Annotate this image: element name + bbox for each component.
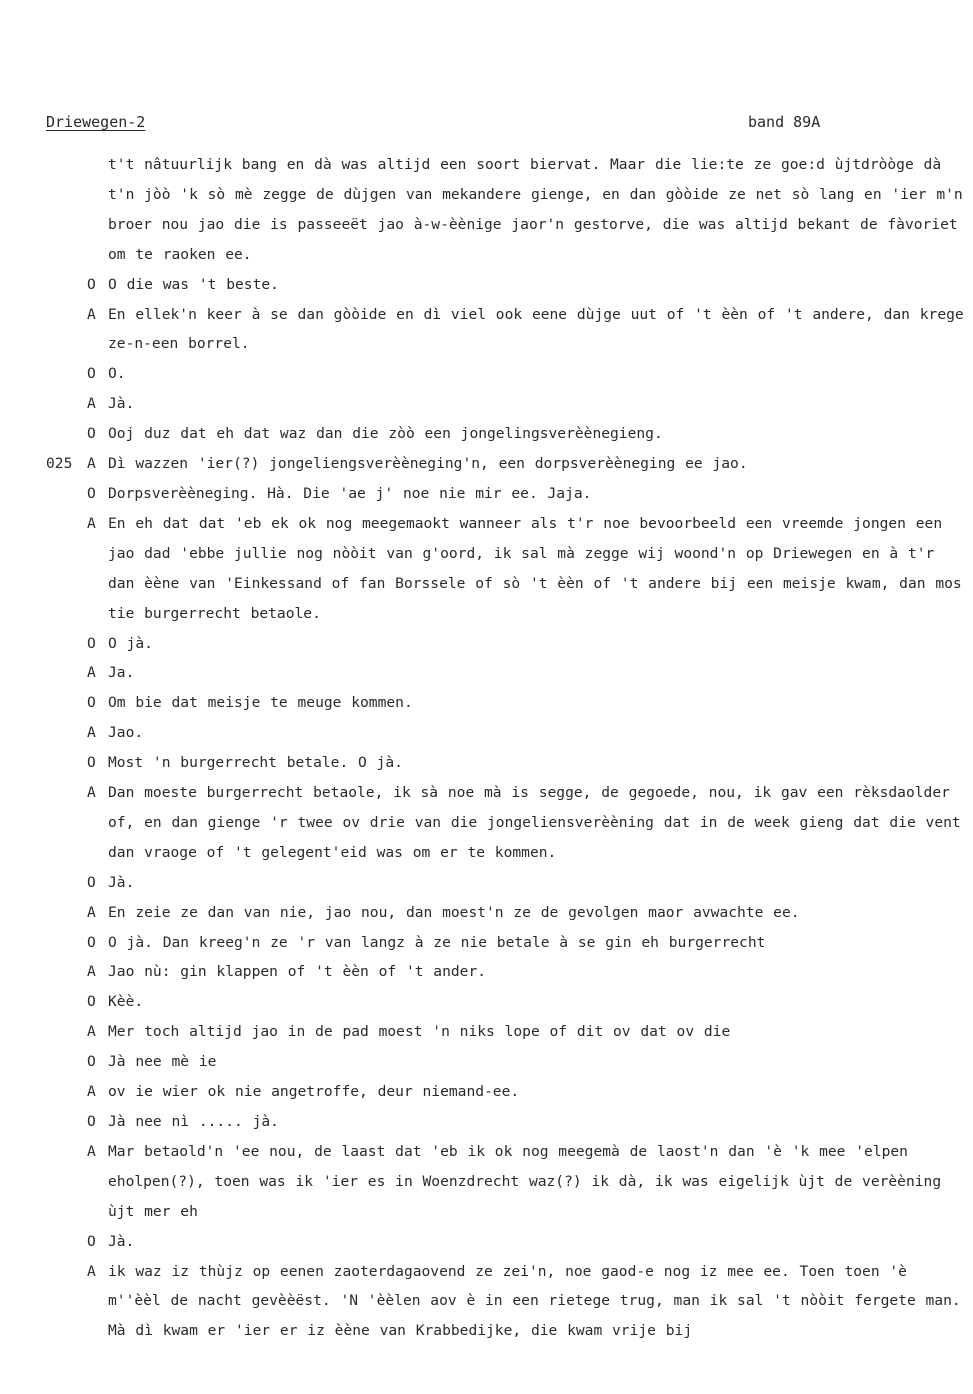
speaker-label: A bbox=[87, 395, 96, 413]
transcript-turn bbox=[46, 898, 966, 928]
turn-text: Dan moeste burgerrecht betaole, ik sà noe mà is segge, de gegoede, nou, ik gav een rèksdaolder of, en dan gienge 'r twee ov drie van die jongeliensverèèning dat in de week gieng dat die vent dan vraoge of 't gelegent'eid was om er te kommen. bbox=[108, 784, 961, 861]
transcript-turn bbox=[46, 658, 966, 688]
speaker-label: O bbox=[87, 993, 96, 1011]
turn-text: Jao nù: gin klappen of 't èèn of 't ander. bbox=[108, 963, 487, 981]
speaker-label: A bbox=[87, 664, 96, 682]
transcript-turn bbox=[46, 987, 966, 1017]
transcript-turn bbox=[46, 1077, 966, 1107]
turn-text: O jà. bbox=[108, 634, 153, 652]
speaker-label: A bbox=[87, 1023, 96, 1041]
transcript-body bbox=[46, 150, 966, 1346]
turn-text: t't nâtuurlijk bang en dà was altijd een soort biervat. Maar die lie:te ze goe:d ùjtdròòge dà t'n jòò 'k sò mè zegge de dùjgen van mekandere gienge, en dan gòòide ze net sò lang en 'ier m'n broer nou jao die is passeeët jao à-w-èènige jaor'n gestorve, die was altijd bekant de fàvoriet om te raoken ee. bbox=[108, 156, 963, 263]
speaker-label: A bbox=[87, 784, 96, 802]
speaker-label: O bbox=[87, 694, 96, 712]
turn-text: En ellek'n keer à se dan gòòide en dì viel ook eene dùjge uut of 't èèn of 't andere, dan krege ze-n-een borrel. bbox=[108, 305, 964, 353]
transcript-turn bbox=[46, 868, 966, 898]
transcript-turn bbox=[46, 1137, 966, 1227]
turn-text: Jà. bbox=[108, 1232, 135, 1250]
speaker-label: O bbox=[87, 634, 96, 652]
speaker-label: O bbox=[87, 484, 96, 502]
turn-text: Jà nee mè ie bbox=[108, 1053, 217, 1071]
line-number: 025 bbox=[46, 455, 73, 473]
transcript-turn bbox=[46, 718, 966, 748]
transcript-turn bbox=[46, 150, 966, 270]
turn-text: Mer toch altijd jao in de pad moest 'n niks lope of dit ov dat ov die bbox=[108, 1023, 731, 1041]
transcript-turn bbox=[46, 629, 966, 659]
transcript-turn bbox=[46, 1047, 966, 1077]
turn-text: Jà. bbox=[108, 873, 135, 891]
transcript-turn bbox=[46, 748, 966, 778]
speaker-label: O bbox=[87, 933, 96, 951]
transcript-turn bbox=[46, 688, 966, 718]
speaker-label: O bbox=[87, 425, 96, 443]
band-label: band 89A bbox=[748, 113, 821, 131]
turn-text: Mar betaold'n 'ee nou, de laast dat 'eb ik ok nog meegemà de laost'n dan 'è 'k mee 'elpen eholpen(?), toen was ik 'ier es in Woenzdrecht waz(?) ik dà, ik was eigelijk ùjt de verèèning ùjt mer eh bbox=[108, 1142, 942, 1220]
turn-text: Om bie dat meisje te meuge kommen. bbox=[108, 694, 413, 712]
turn-text: Dorpsverèèneging. Hà. Die 'ae j' noe nie mir ee. Jaja. bbox=[108, 484, 592, 502]
turn-text: Jao. bbox=[108, 724, 144, 742]
transcript-turn bbox=[46, 389, 966, 419]
speaker-label: A bbox=[87, 455, 96, 473]
transcript-turn bbox=[46, 1107, 966, 1137]
transcript-turn bbox=[46, 1017, 966, 1047]
turn-text: Ja. bbox=[108, 664, 135, 682]
turn-text: En zeie ze dan van nie, jao nou, dan moest'n ze de gevolgen maor avwachte ee. bbox=[108, 903, 800, 921]
speaker-label: O bbox=[87, 873, 96, 891]
transcript-turn bbox=[46, 359, 966, 389]
document-title: Driewegen-2 bbox=[46, 113, 146, 131]
speaker-label: A bbox=[87, 903, 96, 921]
turn-text: ov ie wier ok nie angetroffe, deur niemand-ee. bbox=[108, 1083, 520, 1101]
transcript-turn bbox=[46, 300, 966, 360]
transcript-turn bbox=[46, 509, 966, 629]
turn-text: O die was 't beste. bbox=[108, 275, 279, 293]
transcript-turn bbox=[46, 449, 966, 479]
speaker-label: O bbox=[87, 1232, 96, 1250]
transcript-turn bbox=[46, 1227, 966, 1257]
speaker-label: A bbox=[87, 724, 96, 742]
transcript-turn bbox=[46, 1257, 966, 1347]
turn-text: Jà nee nì ..... jà. bbox=[108, 1113, 279, 1130]
speaker-label: A bbox=[87, 305, 96, 323]
transcript-turn bbox=[46, 270, 966, 300]
speaker-label: A bbox=[87, 1262, 96, 1280]
turn-text: Jà. bbox=[108, 395, 135, 413]
speaker-label: A bbox=[87, 514, 96, 532]
speaker-label: A bbox=[87, 1083, 96, 1101]
speaker-label: O bbox=[87, 1113, 96, 1130]
speaker-label: A bbox=[87, 963, 96, 981]
speaker-label: O bbox=[87, 275, 96, 293]
transcript-turn bbox=[46, 928, 966, 958]
page-header bbox=[46, 113, 933, 137]
turn-text: En eh dat dat 'eb ek ok nog meegemaokt wanneer als t'r noe bevoorbeeld een vreemde jongen een jao dad 'ebbe jullie nog nòòit van g'oord, ik sal mà zegge wij woond'n op Driewegen en à t'r dan èène van 'Einkessand of fan Borssele of sò 't èèn of 't andere bij een meisje kwam, dan mos tie burgerrecht betaole. bbox=[108, 514, 962, 622]
turn-text: Kèè. bbox=[108, 993, 144, 1011]
turn-text: O jà. Dan kreeg'n ze 'r van langz à ze nie betale à se gin eh burgerrecht bbox=[108, 933, 766, 951]
turn-text: Ooj duz dat eh dat waz dan die zòò een jongelingsverèènegieng. bbox=[108, 425, 663, 443]
turn-text: Dì wazzen 'ier(?) jongeliengsverèèneging'n, een dorpsverèèneging ee jao. bbox=[108, 455, 748, 473]
speaker-label: O bbox=[87, 754, 96, 772]
transcript-turn bbox=[46, 778, 966, 868]
turn-text: ik waz iz thùjz op eenen zaoterdagaovend ze zei'n, noe gaod-e nog iz mee ee. Toen toen 'è m''èèl de nacht gevèèëst. 'N 'èèlen aov è in een rietege trug, man ik sal 't nòòit fergete man. Mà dì kwam er 'ier er iz èène van Krabbedijke, die kwam vrije bij bbox=[108, 1262, 961, 1340]
transcript-turn bbox=[46, 419, 966, 449]
speaker-label: O bbox=[87, 365, 96, 383]
turn-text: Most 'n burgerrecht betale. O jà. bbox=[108, 754, 403, 772]
transcript-turn bbox=[46, 479, 966, 509]
transcript-turn bbox=[46, 957, 966, 987]
speaker-label: O bbox=[87, 1053, 96, 1071]
turn-text: O. bbox=[108, 365, 126, 383]
speaker-label: A bbox=[87, 1142, 96, 1160]
